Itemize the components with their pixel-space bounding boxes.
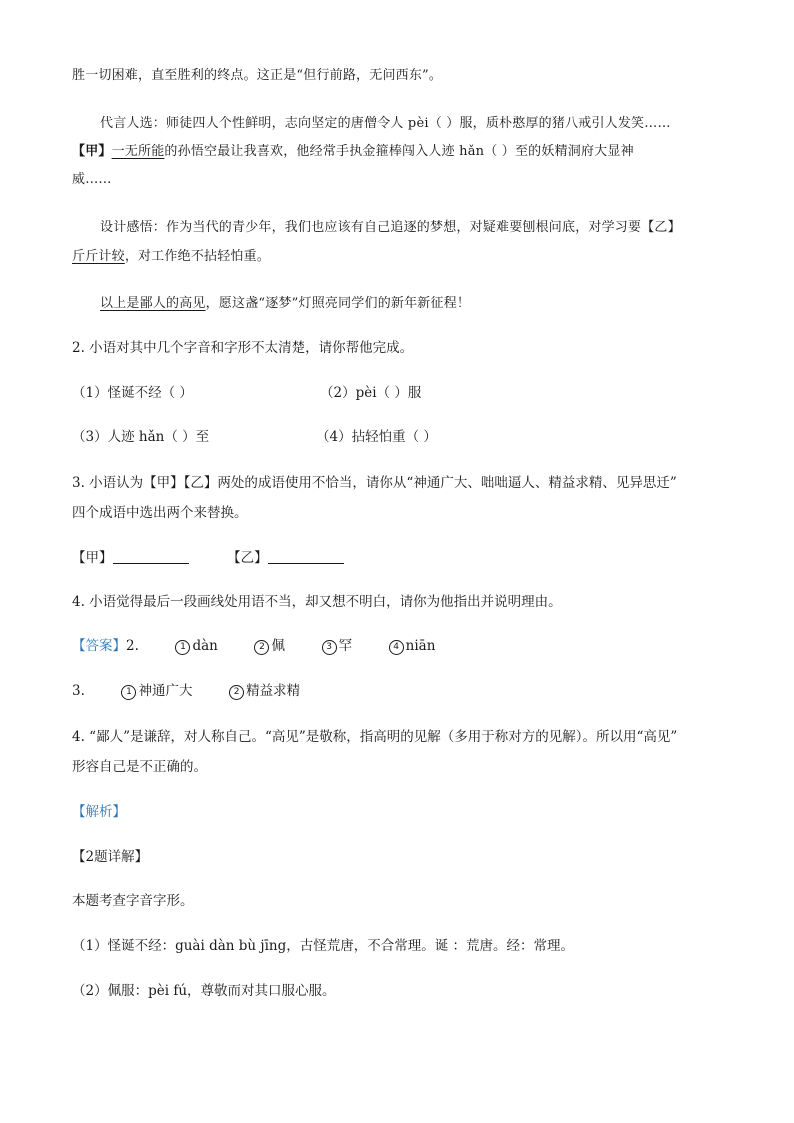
answer-q4-line-2: 形容自己是不正确的。	[72, 759, 207, 775]
analysis-detail-title: 【2题详解】	[72, 849, 149, 865]
passage-spokesperson-line-1: 代言人选：师徒四人个性鲜明，志向坚定的唐僧令人 pèi（ ）服，质朴憨厚的猪八戒引人发笑……	[100, 116, 671, 131]
answer-circle-3-2: 2	[229, 685, 244, 700]
passage-insight-line-1: 设计感悟：作为当代的青少年，我们也应该有自己追逐的梦想，对疑难要刨根问底，对学习要【乙】	[100, 220, 681, 235]
passage-closing-line	[100, 294, 470, 314]
answer-circle-1: 1	[175, 640, 190, 655]
underlined-phrase: 以上是鄙人的高见	[100, 296, 206, 311]
answer-2-2: 佩	[271, 638, 285, 654]
q2-stem: 2. 小语对其中几个字音和字形不太清楚，请你帮他完成。	[72, 340, 414, 356]
passage-insight-line-2-rest: ，对工作绝不拈轻怕重。	[124, 249, 271, 264]
passage-spokesperson-line-3: 威……	[72, 172, 112, 187]
passage-insight-line-2	[72, 247, 270, 267]
analysis-tag: 【解析】	[72, 804, 126, 820]
q4-stem: 4. 小语觉得最后一段画线处用语不当，却又想不明白，请你为他指出并说明理由。	[72, 594, 562, 610]
q2-item-2: （2）pèi（ ）服	[320, 385, 422, 401]
q3-blank-yi	[268, 549, 344, 564]
answer-q4-line-1: 4. “鄙人”是谦辞，对人称自己。“高见”是敬称，指高明的见解（多用于称对方的见解）。所以用“高见”	[72, 729, 678, 745]
q3-stem-line-1: 3. 小语认为【甲】【乙】两处的成语使用不恰当，请你从“神通广大、咄咄逼人、精益求精、见异思迁”	[72, 475, 677, 491]
q2-item-4: （4）拈轻怕重（ ）	[316, 429, 437, 445]
passage-spokesperson-line-2	[72, 142, 634, 162]
analysis-item-2: （2）佩服：pèi fú，尊敬而对其口服心服。	[72, 983, 336, 999]
answer-circle-4: 4	[389, 640, 404, 655]
answer-2-1: dàn	[192, 638, 218, 654]
answer-q3-number: 3.	[72, 683, 85, 699]
q3-label-jia: 【甲】	[72, 550, 113, 566]
q2-item-3: （3）人迹 hǎn（ ）至	[72, 429, 210, 445]
q3-stem-line-2: 四个成语中选出两个来替换。	[72, 505, 248, 521]
answer-tag: 【答案】	[72, 638, 126, 654]
answer-3-2: 精益求精	[246, 683, 301, 699]
answer-circle-3: 3	[322, 640, 337, 655]
answer-circle-2: 2	[254, 640, 269, 655]
passage-spokesperson-line-2-rest: 的孙悟空最让我喜欢，他经常手执金箍棒闯入人迹 hǎn（ ）至的妖精洞府大显神	[164, 144, 634, 159]
marker-jia: 【甲】	[72, 144, 112, 159]
q3-label-yi: 【乙】	[227, 550, 268, 566]
answer-q2-line	[72, 636, 435, 656]
passage-line-1: 胜一切困难，直至胜利的终点。这正是“但行前路，无问西东”。	[72, 68, 443, 83]
answer-q2-number: 2.	[126, 638, 139, 654]
answer-2-3: 罕	[338, 638, 353, 654]
analysis-intro: 本题考查字音字形。	[72, 893, 194, 909]
answer-circle-3-1: 1	[121, 685, 136, 700]
idiom-jia: 一无所能	[111, 144, 165, 159]
answer-3-1: 神通广大	[138, 683, 193, 699]
q3-answer-line	[72, 548, 344, 568]
q2-item-1: （1）怪诞不经（ ）	[72, 385, 193, 401]
answer-q3-line	[72, 681, 300, 701]
answer-2-4: niān	[405, 638, 436, 654]
idiom-yi: 斤斤计较	[72, 249, 125, 264]
passage-closing-rest: ，愿这盏“逐梦”灯照亮同学们的新年新征程！	[205, 296, 471, 311]
analysis-item-1: （1）怪诞不经：guài dàn bù jīng，古怪荒唐，不合常理。诞 ：荒唐。经：常理。	[72, 938, 575, 954]
q3-blank-jia	[113, 549, 189, 564]
